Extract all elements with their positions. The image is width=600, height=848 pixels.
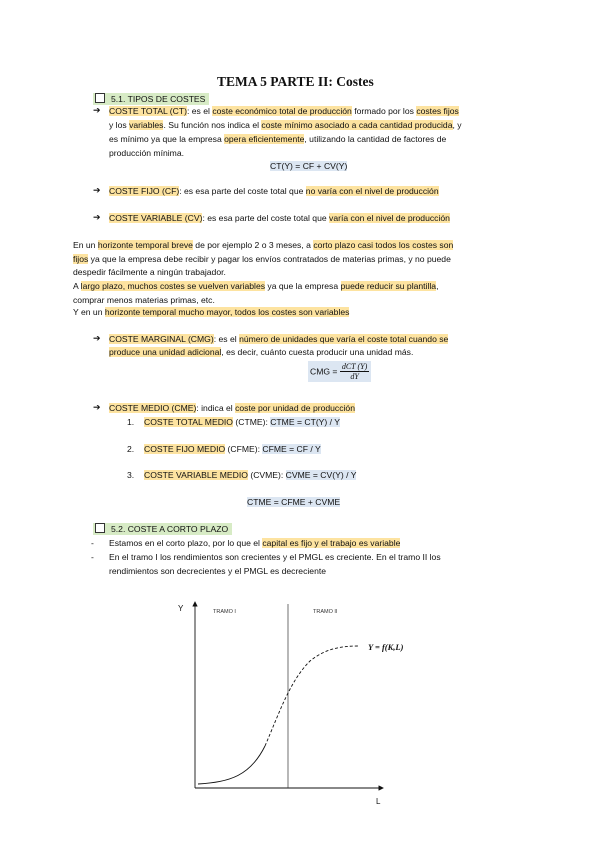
section-header-tipos-costes xyxy=(93,93,209,104)
arrow-bullet-icon: ➔ xyxy=(93,105,101,115)
region-label-tramo-1: TRAMO I xyxy=(213,609,236,615)
ct-line-4: producción mínima. xyxy=(109,148,184,158)
highlight: costes fijos xyxy=(416,106,459,116)
text: : indica el xyxy=(196,403,236,413)
item-number: 3. xyxy=(127,470,135,480)
cp-bullet-2-line-1: En el tramo I los rendimientos son crecientes y el PMGL es creciente. En el tramo II los xyxy=(109,552,441,562)
highlight: produce una unidad adicional xyxy=(109,347,222,357)
formula-lhs: CMG = xyxy=(310,366,340,377)
text: , utilizando la cantidad de factores de xyxy=(304,134,447,144)
highlight: número de unidades que varía el coste total cuando se xyxy=(239,334,449,344)
cp-bullet-2-line-2: rendimientos son decrecientes y el PMGL es decreciente xyxy=(109,566,327,576)
cf-definition xyxy=(109,186,439,196)
highlight: corto plazo casi todos los costes son xyxy=(313,240,454,250)
text: ya que la empresa debe recibir y pagar los envíos contratados de materias primas, y no puede xyxy=(88,254,451,264)
ct-line-1 xyxy=(109,106,459,116)
text: : es esa parte del coste total que xyxy=(179,186,306,196)
item-number: 1. xyxy=(127,417,135,427)
text: En un xyxy=(73,240,98,250)
curve-solid-segment xyxy=(198,746,265,784)
item-abbr: (CTME): xyxy=(232,417,271,427)
item-term: COSTE FIJO MEDIO xyxy=(144,444,226,454)
item-abbr: (CFME): xyxy=(225,444,263,454)
term-coste-fijo: COSTE FIJO (CF) xyxy=(109,186,180,196)
cme-item-2 xyxy=(127,444,321,454)
term-coste-marginal: COSTE MARGINAL (CMG) xyxy=(109,334,214,344)
text: , xyxy=(436,281,439,291)
item-formula: CTME = CT(Y) / Y xyxy=(270,417,341,427)
text: A xyxy=(73,281,81,291)
para-line-4 xyxy=(73,281,438,291)
highlight: horizonte temporal breve xyxy=(97,240,193,250)
text: Estamos en el corto plazo, por lo que el xyxy=(109,538,263,548)
highlight: variables xyxy=(129,120,164,130)
curve-dashed-segment xyxy=(265,646,358,746)
text: : es el xyxy=(213,334,240,344)
highlight: no varía con el nivel de producción xyxy=(305,186,439,196)
arrow-bullet-icon: ➔ xyxy=(93,333,101,343)
para-line-2 xyxy=(73,254,451,264)
fraction-numerator: dCT (Y) xyxy=(341,362,368,371)
text: , es decir, cuánto cuesta producir una unidad más. xyxy=(221,347,414,357)
item-abbr: (CVME): xyxy=(247,470,286,480)
fraction-denominator: dY xyxy=(350,372,359,381)
checkbox-icon xyxy=(95,93,105,103)
term-coste-medio: COSTE MEDIO (CME) xyxy=(109,403,197,413)
highlight: coste económico total de producción xyxy=(212,106,352,116)
formula-fraction xyxy=(340,362,369,381)
ct-formula: CT(Y) = CF + CV(Y) xyxy=(270,161,348,171)
item-term: COSTE TOTAL MEDIO xyxy=(144,417,233,427)
arrow-bullet-icon: ➔ xyxy=(93,212,101,222)
text: formado por los xyxy=(351,106,417,116)
cv-definition xyxy=(109,213,450,223)
arrow-bullet-icon: ➔ xyxy=(93,402,101,412)
text: : es esa parte del coste total que xyxy=(202,213,330,223)
section-header-corto-plazo xyxy=(93,523,232,534)
para-line-5: comprar menos materias primas, etc. xyxy=(73,295,215,305)
text: . Su función nos indica el xyxy=(163,120,262,130)
text: es mínimo ya que la empresa xyxy=(109,134,225,144)
production-function-chart xyxy=(170,596,410,811)
term-coste-variable: COSTE VARIABLE (CV) xyxy=(109,213,203,223)
text: y los xyxy=(109,120,130,130)
text: Y en un xyxy=(73,307,105,317)
y-axis-label: Y xyxy=(178,604,184,613)
cp-bullet-1 xyxy=(109,538,400,548)
curve-label: Y = f(K,L) xyxy=(368,642,404,652)
ctme-formula: CTME = CFME + CVME xyxy=(247,497,341,507)
highlight: puede reducir su plantilla xyxy=(340,281,437,291)
highlight: largo plazo, muchos costes se vuelven variables xyxy=(80,281,266,291)
term-coste-total: COSTE TOTAL (CT) xyxy=(109,106,187,116)
dash-bullet: - xyxy=(91,552,94,562)
text: : es el xyxy=(187,106,213,116)
ct-line-2 xyxy=(109,120,462,130)
item-formula: CVME = CV(Y) / Y xyxy=(285,470,357,480)
highlight: coste por unidad de producción xyxy=(235,403,355,413)
cmg-line-2 xyxy=(109,347,413,357)
page-title: TEMA 5 PARTE II: Costes xyxy=(217,74,374,89)
text: de por ejemplo 2 o 3 meses, a xyxy=(192,240,314,250)
cme-definition xyxy=(109,403,355,413)
cmg-formula xyxy=(308,361,371,382)
item-formula: CFME = CF / Y xyxy=(262,444,321,454)
x-axis-label: L xyxy=(376,797,381,806)
highlight: fijos xyxy=(73,254,89,264)
highlight: varía con el nivel de producción xyxy=(329,213,450,223)
cme-item-3 xyxy=(127,470,356,480)
para-line-3: despedir fácilmente a ningún trabajador. xyxy=(73,267,226,277)
ct-line-3 xyxy=(109,134,446,144)
highlight: horizonte temporal mucho mayor, todos los costes son variables xyxy=(104,307,350,317)
text: ya que la empresa xyxy=(265,281,341,291)
cme-item-1 xyxy=(127,417,340,427)
text: , y xyxy=(452,120,462,130)
checkbox-icon xyxy=(95,523,105,533)
highlight: coste mínimo asociado a cada cantidad producida xyxy=(261,120,453,130)
item-term: COSTE VARIABLE MEDIO xyxy=(144,470,248,480)
highlight: capital es fijo y el trabajo es variable xyxy=(262,538,401,548)
item-number: 2. xyxy=(127,444,135,454)
para-line-1 xyxy=(73,240,453,250)
cmg-line-1 xyxy=(109,334,448,344)
dash-bullet: - xyxy=(91,538,94,548)
para-line-6 xyxy=(73,307,349,317)
section-label: 5.1. TIPOS DE COSTES xyxy=(111,94,206,104)
arrow-bullet-icon: ➔ xyxy=(93,185,101,195)
highlight: opera eficientemente xyxy=(224,134,305,144)
section-label: 5.2. COSTE A CORTO PLAZO xyxy=(111,524,229,534)
region-label-tramo-2: TRAMO II xyxy=(313,609,338,615)
